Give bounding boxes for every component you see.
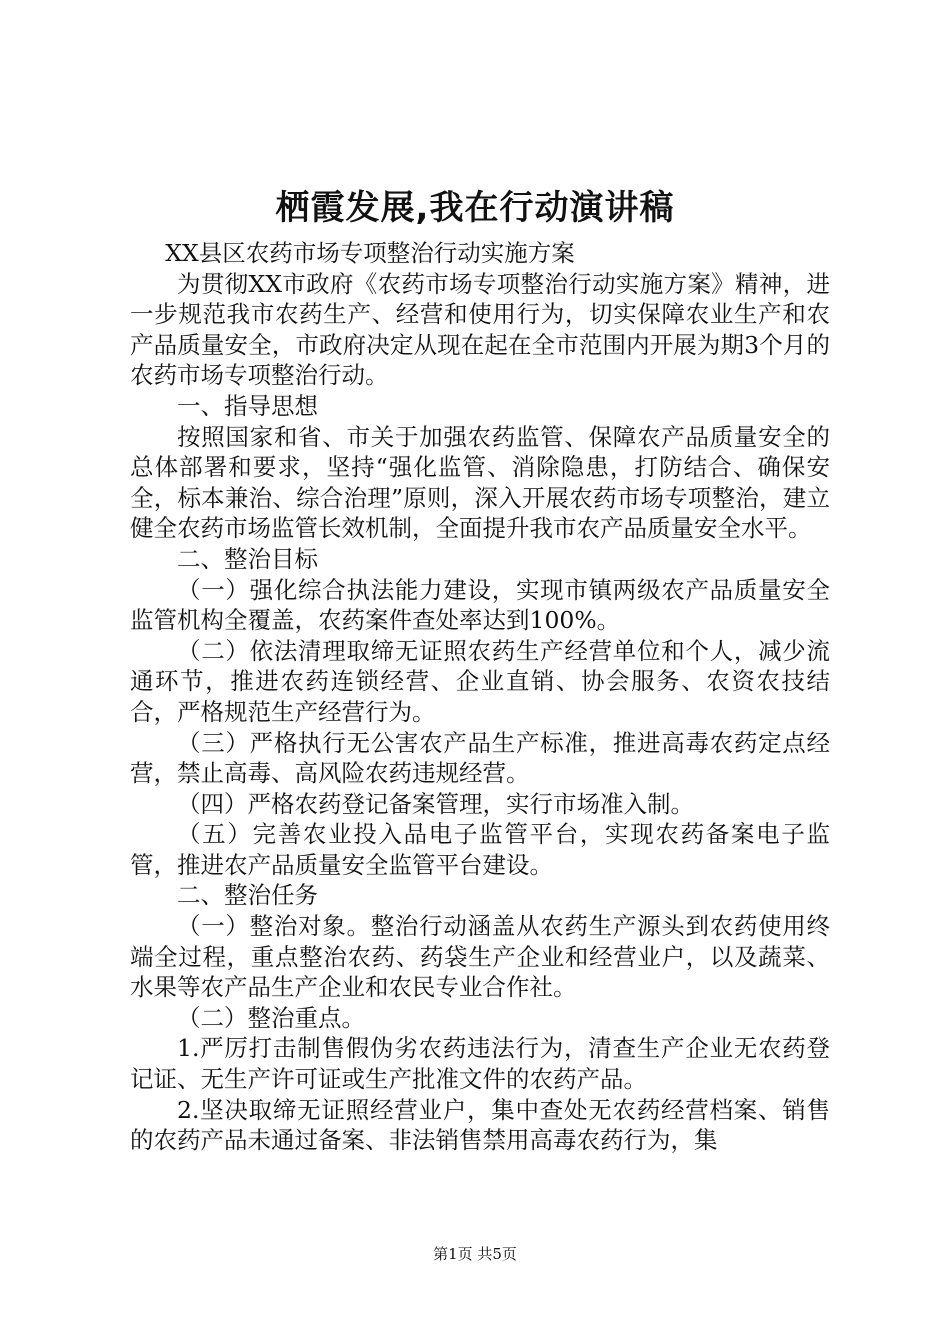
body-paragraph: 按照国家和省、市关于加强农药监管、保障农产品质量安全的总体部署和要求，坚持“强化监管、消除隐患，打防结合、确保安全，标本兼治、综合治理”原则，深入开展农药市场专项整治，建立健全农药市场监管长效机制，全面提升我市农产品质量安全水平。 xyxy=(130,422,830,543)
document-body xyxy=(130,238,830,1156)
body-paragraph: （一）整治对象。整治行动涵盖从农药生产源头到农药使用终端全过程，重点整治农药、药袋生产企业和经营业户，以及蔬菜、水果等农产品生产企业和农民专业合作社。 xyxy=(130,912,830,1002)
subtitle-paragraph: XX县区农药市场专项整治行动实施方案 xyxy=(165,239,575,267)
body-paragraph: 2.坚决取缔无证照经营业户，集中查处无农药经营档案、销售的农药产品未通过备案、非法销售禁用高毒农药行为，集 xyxy=(130,1095,830,1155)
section-heading: 一、指导思想 xyxy=(177,391,318,420)
body-paragraph: （一）强化综合执法能力建设，实现市镇两级农产品质量安全监管机构全覆盖，农药案件查处率达到100%。 xyxy=(130,575,830,635)
body-paragraph: 1.严厉打击制售假伪劣农药违法行为，清查生产企业无农药登记证、无生产许可证或生产批准文件的农药产品。 xyxy=(130,1034,830,1094)
page-footer: 第1页 共5页 xyxy=(433,1245,517,1263)
body-paragraph: 为贯彻XX市政府《农药市场专项整治行动实施方案》精神，进一步规范我市农药生产、经营和使用行为，切实保障农业生产和农产品质量安全，市政府决定从现在起在全市范围内开展为期3个月的农药市场专项整治行动。 xyxy=(130,269,830,390)
section-heading: 二、整治目标 xyxy=(177,544,318,573)
body-paragraph: （四）严格农药登记备案管理，实行市场准入制。 xyxy=(177,789,694,818)
document-title: 栖霞发展,我在行动演讲稿 xyxy=(275,188,675,228)
section-heading: 二、整治任务 xyxy=(177,881,318,910)
body-paragraph: （五）完善农业投入品电子监管平台，实现农药备案电子监管，推进农产品质量安全监管平台建设。 xyxy=(130,820,830,879)
body-paragraph: （二）整治重点。 xyxy=(177,1003,365,1032)
body-paragraph: （三）严格执行无公害农产品生产标准，推进高毒农药定点经营，禁止高毒、高风险农药违规经营。 xyxy=(130,728,830,788)
body-paragraph: （二）依法清理取缔无证照农药生产经营单位和个人，减少流通环节，推进农药连锁经营、企业直销、协会服务、农资农技结合，严格规范生产经营行为。 xyxy=(130,636,830,726)
